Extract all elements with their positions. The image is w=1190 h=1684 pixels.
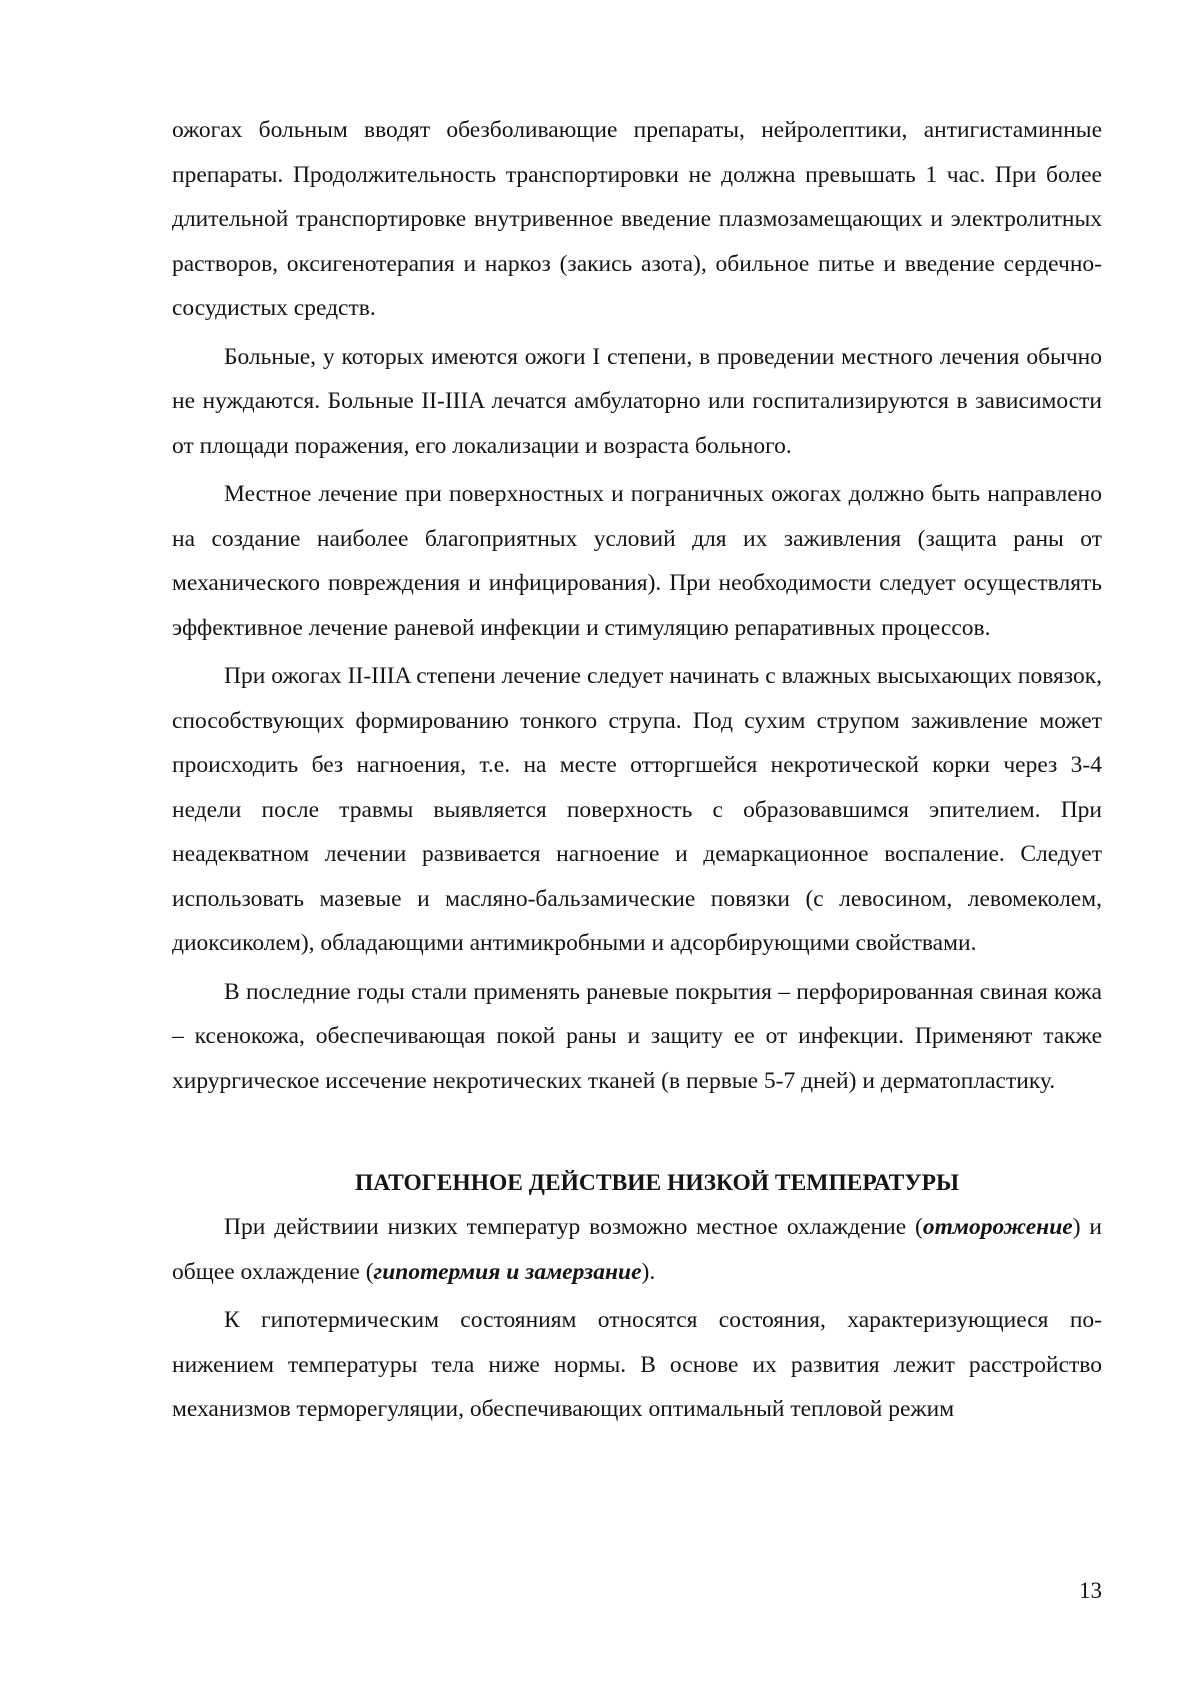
page-body (172, 108, 1102, 1436)
term-frostbite: отморожение (922, 1214, 1073, 1240)
page-number: 13 (1079, 1578, 1102, 1603)
intro-text-2: ) и общее охлаждение ( (172, 1214, 1103, 1285)
intro-text-3: ). (641, 1258, 656, 1285)
paragraph-dressings: При ожогах II-IIIA степени лечение следует начинать с влажных высыхающих повязок, способствующих формированию тонкого струпа. Под сухим струпом заживление может происходить без нагноения, т.е. на месте отторгшейся некротической корки через 3-4 недели после травмы выявляется поверхность с образовавшимся эпителием. При неадекватном лечении развивается нагноение и демаркационное воспаление. Следует использовать мазевые и масляно-бальзамические повязки (с левосином, левомеколем, диоксиколем), обладающими антимикробными и адсорбирующими свойствами. (172, 663, 1102, 956)
intro-text-1: При действиии низких температур возможно местное охлаждение ( (224, 1214, 923, 1240)
paragraph-hypothermic-states: К гипотермическим состояниям относятся состояния, характеризующиеся понижением температуры тела ниже нормы. В основе их развития лежит расстройство механизмов терморегуляции, обеспечивающих оптимальный тепловой режим (172, 1307, 1102, 1422)
section-heading: ПАТОГЕННОЕ ДЕЙСТВИЕ НИЗКОЙ ТЕМПЕРАТУРЫ (354, 1170, 960, 1196)
term-hypothermia: гипотермия и замерзание (373, 1258, 642, 1285)
paragraph-transport: ожогах больным вводят обезболивающие препараты, нейролептики, антигистаминные препараты. Продолжительность транспортировки не должна превышать 1 час. При более длительной транспортировке внутривенное введение плазмозамещающих и электролитных растворов, оксигенотерапия и наркоз (закись азота), обильное питье и введение сердечно-сосудистых средств. (172, 117, 1102, 321)
paragraph-low-temperature-intro (172, 1205, 1102, 1294)
paragraph-first-degree: Больные, у которых имеются ожоги I степени, в проведении местного лечения обычно не нуждаются. Больные II-IIIA лечатся амбулаторно или госпитализируются в зависимости от площади поражения, его локализации и возраста больного. (172, 343, 1102, 459)
paragraph-local-treatment: Местное лечение при поверхностных и пограничных ожогах должно быть направлено на создание наиболее благоприятных условий для их заживления (защита раны от механического повреждения и инфицирования). При необходимости следует осуществлять эффективное лечение раневой инфекции и стимуляцию репаративных процессов. (172, 481, 1102, 641)
paragraph-wound-coverings: В последние годы стали применять раневые покрытия – перфорированная свиная кожа – ксенокожа, обеспечивающая покой раны и защиту ее от инфекции. Применяют также хирургическое иссечение некротических тканей (в первые 5-7 дней) и дерматопластику. (172, 978, 1102, 1094)
